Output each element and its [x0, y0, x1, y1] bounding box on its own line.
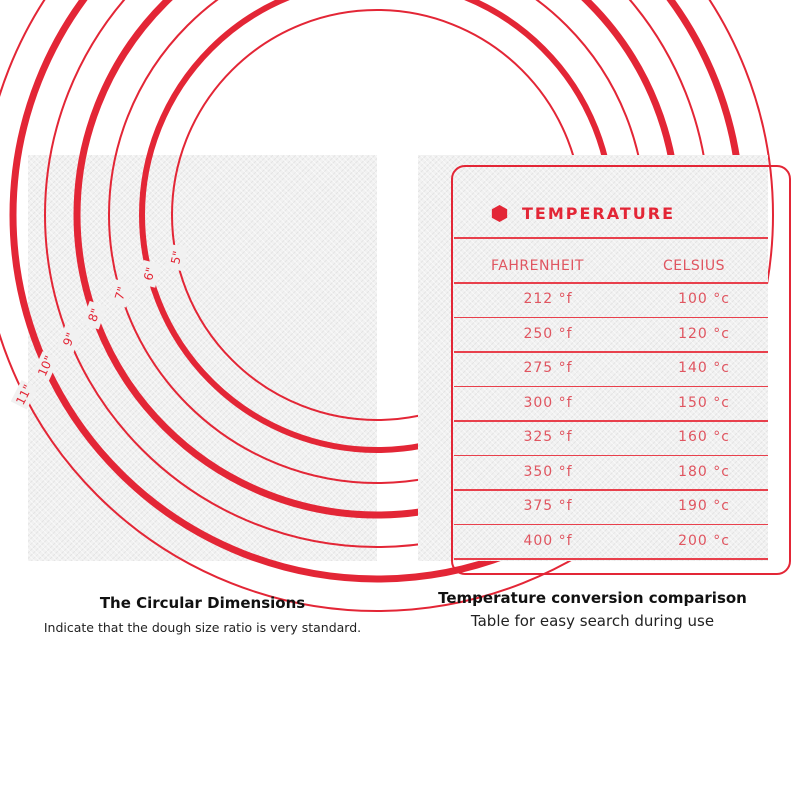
fahrenheit-cell: 400 °f — [523, 532, 573, 549]
ring-label-10-inch: 10" — [35, 353, 57, 379]
fahrenheit-cell: 375 °f — [523, 498, 573, 514]
hexagon-icon — [491, 204, 508, 223]
celsius-cell: 180 °c — [678, 463, 730, 480]
row-divider — [454, 489, 768, 491]
fahrenheit-cell: 325 °f — [523, 429, 573, 445]
fahrenheit-cell: 350 °f — [523, 463, 573, 480]
fahrenheit-cell: 275 °f — [523, 360, 573, 376]
celsius-cell: 120 °c — [678, 325, 730, 342]
fahrenheit-column-header: FAHRENHEIT — [491, 258, 584, 274]
ring-label-6-inch: 6" — [141, 265, 158, 282]
ring-label-11-inch: 11" — [13, 382, 36, 408]
ring-label-8-inch: 8" — [85, 306, 104, 324]
left-caption-subtitle: Indicate that the dough size ratio is very standard. — [43, 620, 362, 635]
row-divider — [454, 317, 768, 319]
row-divider — [454, 351, 768, 353]
celsius-column-header: CELSIUS — [663, 258, 726, 274]
fahrenheit-cell: 250 °f — [523, 325, 573, 342]
right-caption-subtitle: Table for easy search during use — [470, 612, 715, 630]
ring-label-9-inch: 9" — [60, 330, 79, 349]
row-divider — [454, 455, 768, 457]
temperature-header — [491, 202, 675, 224]
ring-label-7-inch: 7" — [112, 285, 130, 302]
ring-label-5-inch: 5" — [168, 249, 185, 266]
right-caption-title: Temperature conversion comparison — [438, 589, 747, 607]
row-divider — [454, 420, 768, 422]
left-caption-title: The Circular Dimensions — [99, 594, 306, 612]
rings-graphic — [13, 155, 377, 561]
celsius-cell: 160 °c — [678, 429, 730, 445]
row-divider — [454, 524, 768, 526]
celsius-cell: 150 °c — [678, 394, 730, 411]
temperature-title: TEMPERATURE — [522, 203, 676, 223]
celsius-cell: 140 °c — [678, 360, 730, 376]
fahrenheit-cell: 300 °f — [523, 394, 573, 411]
row-divider — [454, 386, 768, 388]
celsius-cell: 200 °c — [678, 532, 730, 549]
circular-dimensions-photo — [13, 155, 377, 561]
row-divider — [454, 282, 768, 284]
temperature-table-photo — [418, 155, 768, 561]
celsius-cell: 190 °c — [678, 498, 730, 514]
header-divider — [454, 237, 768, 239]
row-divider — [454, 558, 768, 560]
fahrenheit-cell: 212 °f — [523, 291, 573, 307]
celsius-cell: 100 °c — [678, 291, 730, 307]
